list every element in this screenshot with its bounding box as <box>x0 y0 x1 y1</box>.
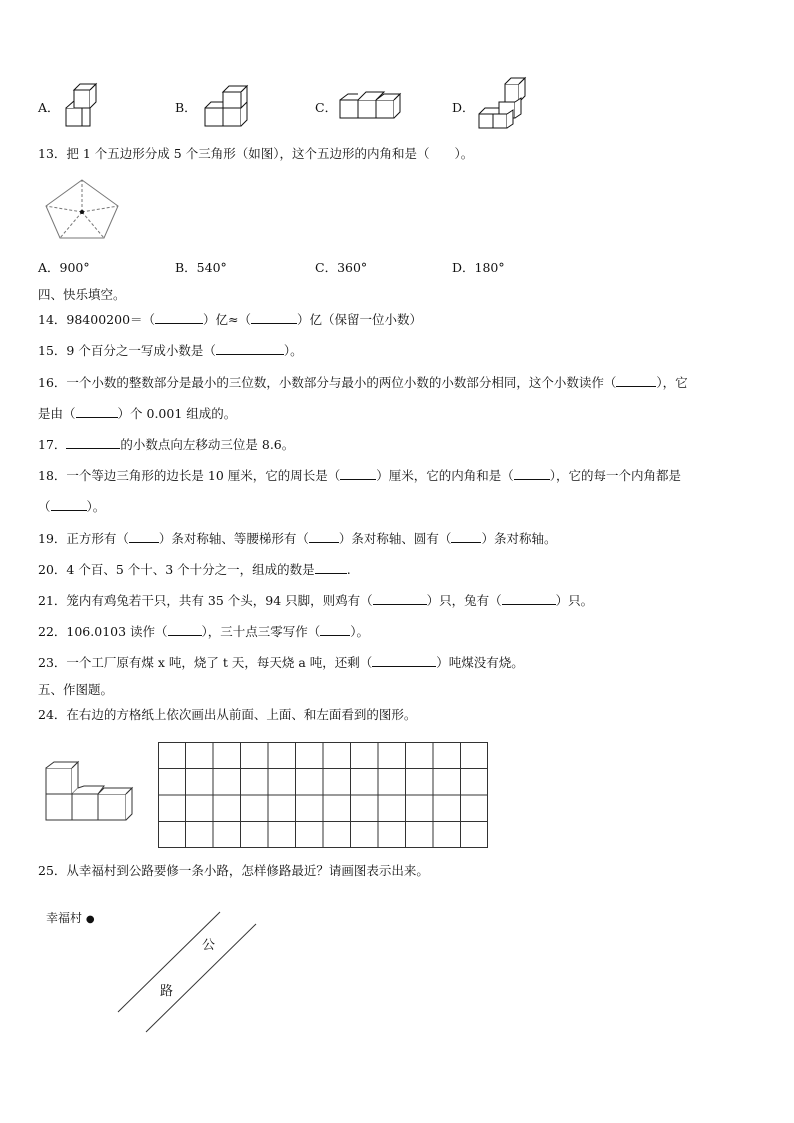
answer-blank[interactable] <box>168 624 202 636</box>
q13-option-a[interactable]: A．900° <box>38 260 90 275</box>
q25-question: 25．从幸福村到公路要修一条小路，怎样修路最近？请画图表示出来。 <box>38 863 429 878</box>
answer-blank[interactable] <box>216 343 284 355</box>
q18-question-line1: 18．一个等边三角形的边长是 10 厘米，它的周长是（ ）厘米，它的内角和是（ ），它的每一个内角都是 <box>38 468 682 483</box>
q12-figure-d <box>475 78 527 134</box>
pentagon-figure <box>44 178 120 240</box>
section-four-heading: 四、快乐填空。 <box>38 287 126 302</box>
answer-blank[interactable] <box>372 655 436 667</box>
q13-option-b[interactable]: B．540° <box>175 260 227 275</box>
answer-blank[interactable] <box>320 624 350 636</box>
option-label: B． <box>175 100 197 115</box>
q21-question: 21．笼内有鸡兔若干只，共有 35 个头，94 只脚，则鸡有（ ）只，兔有（ ）只。 <box>38 593 594 608</box>
answer-blank[interactable] <box>315 562 347 574</box>
q13-question: 13．把 1 个五边形分成 5 个三角形（如图），这个五边形的内角和是（ ）。 <box>38 146 474 161</box>
q12-option-b[interactable] <box>175 100 197 116</box>
q12-figure-b <box>203 86 253 130</box>
answer-blank[interactable] <box>373 593 427 605</box>
section-five-heading: 五、作图题。 <box>38 682 114 697</box>
q13-option-d[interactable]: D．180° <box>452 260 505 275</box>
village-label: 幸福村 ● <box>46 911 95 925</box>
answer-blank[interactable] <box>616 375 656 387</box>
q12-figure-a <box>62 80 102 130</box>
q12-option-d[interactable] <box>452 100 475 116</box>
answer-blank[interactable] <box>155 312 203 324</box>
q22-question: 22．106.0103 读作（ ），三十点三零写作（ ）。 <box>38 624 370 639</box>
q13-option-c[interactable]: C．360° <box>315 260 368 275</box>
q20-question: 20．4 个百、5 个十、3 个十分之一，组成的数是 . <box>38 562 351 577</box>
q17-question: 17． 的小数点向左移动三位是 8.6。 <box>38 437 295 452</box>
answer-blank[interactable] <box>129 531 159 543</box>
q12-figure-c <box>338 90 402 124</box>
q12-option-a[interactable] <box>38 100 60 116</box>
q24-question: 24．在右边的方格纸上依次画出从前面、上面、和左面看到的图形。 <box>38 707 417 722</box>
village-point[interactable]: ● <box>85 914 95 925</box>
grid-paper[interactable] <box>158 742 488 848</box>
q19-question: 19．正方形有（ ）条对称轴、等腰梯形有（ ）条对称轴、圆有（ ）条对称轴。 <box>38 531 557 546</box>
answer-blank[interactable] <box>514 468 550 480</box>
answer-blank[interactable] <box>502 593 556 605</box>
answer-blank[interactable] <box>309 531 339 543</box>
option-label: A． <box>38 100 60 115</box>
answer-blank[interactable] <box>76 406 118 418</box>
road-diagram <box>110 910 260 1035</box>
q23-question: 23．一个工厂原有煤 x 吨，烧了 t 天，每天烧 a 吨，还剩（ ）吨煤没有烧。 <box>38 655 524 670</box>
answer-blank[interactable] <box>451 531 481 543</box>
option-label: D． <box>452 100 475 115</box>
q15-question: 15．9 个百分之一写成小数是（ ）。 <box>38 343 303 358</box>
q12-option-c[interactable] <box>315 100 337 116</box>
answer-blank[interactable] <box>66 437 120 449</box>
q16-question-line1: 16．一个小数的整数部分是最小的三位数，小数部分与最小的两位小数的小数部分相同，这个小数读作（ ），它 <box>38 375 688 390</box>
q14-question: 14．98400200＝（ ）亿≈（ ）亿（保留一位小数） <box>38 312 423 327</box>
answer-blank[interactable] <box>251 312 297 324</box>
option-label: C． <box>315 100 338 115</box>
q16-question-line2: 是由（ ）个 0.001 组成的。 <box>38 406 237 421</box>
cube-stack-figure <box>44 758 136 824</box>
q18-question-line2: （ ）。 <box>38 499 106 514</box>
road-label-1: 公 <box>202 938 216 953</box>
answer-blank[interactable] <box>51 499 87 511</box>
answer-blank[interactable] <box>340 468 376 480</box>
road-label-2: 路 <box>160 984 174 999</box>
